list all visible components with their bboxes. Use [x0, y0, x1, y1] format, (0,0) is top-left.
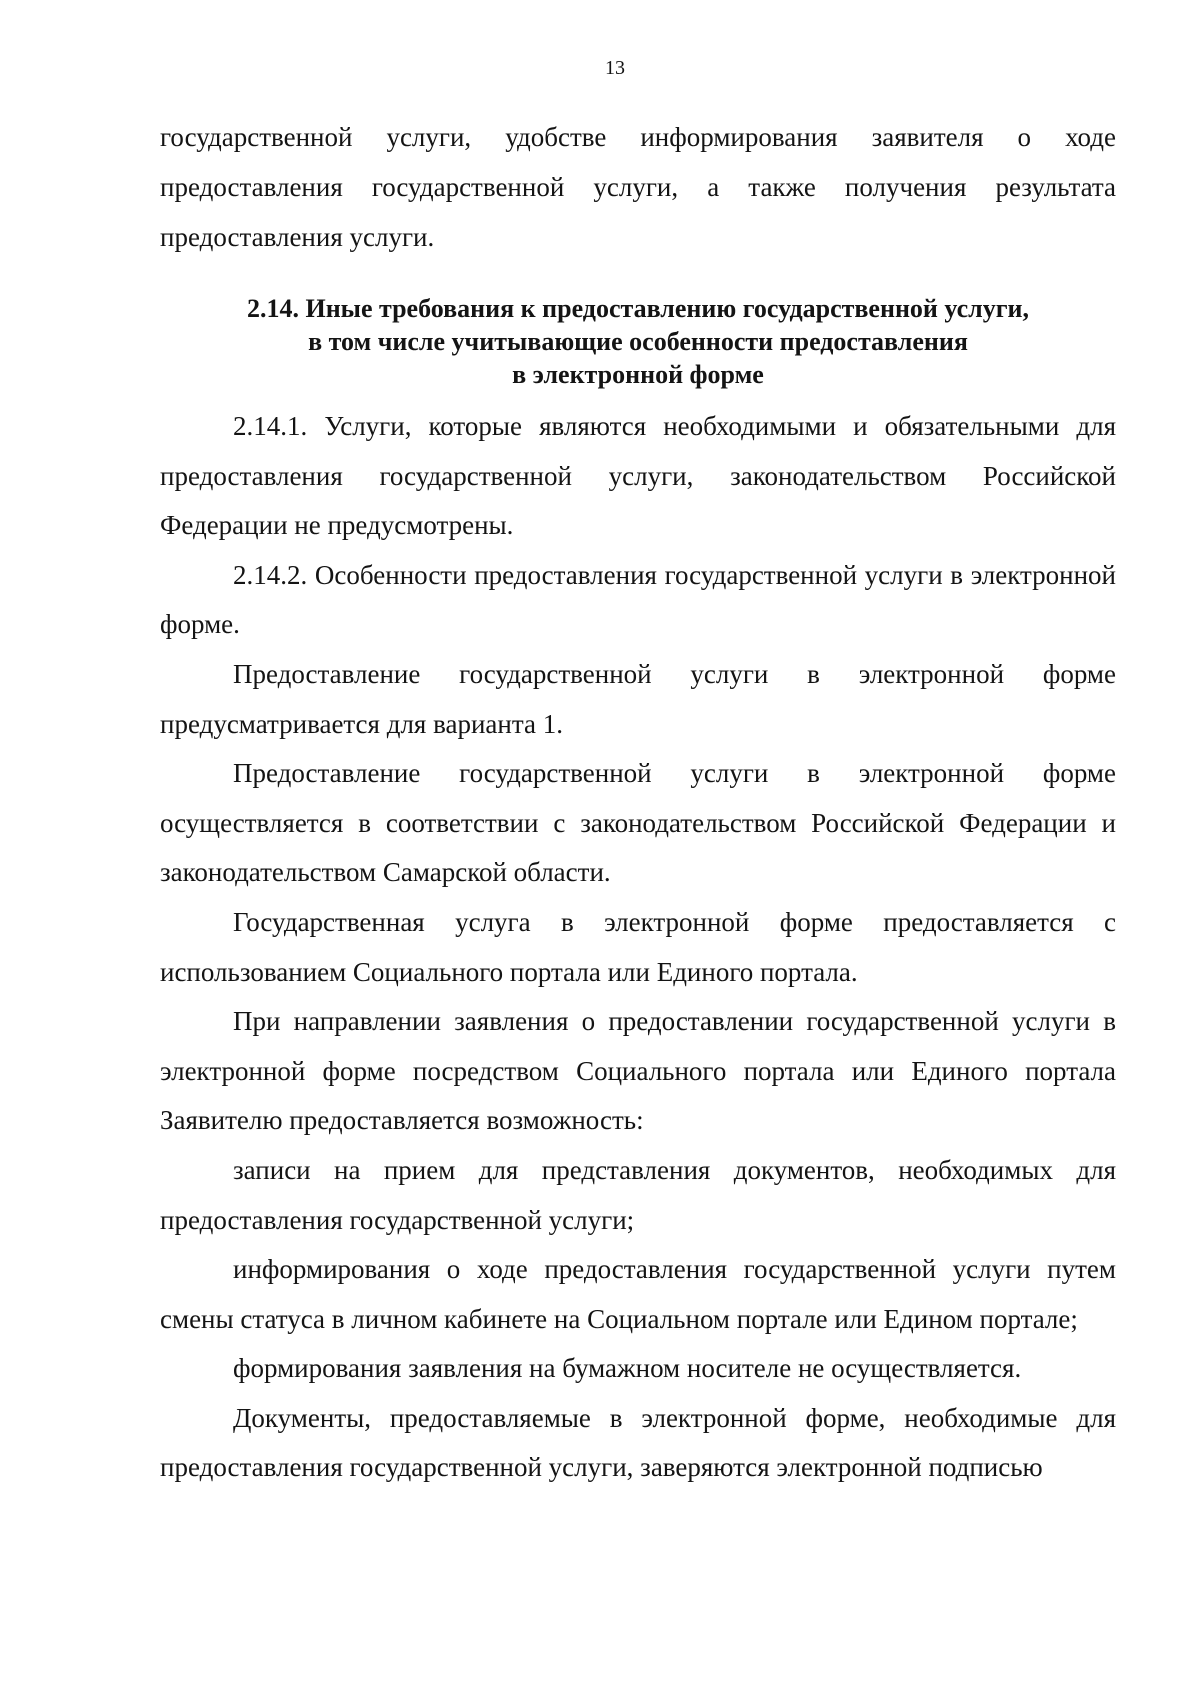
section-heading-line-2: в том числе учитывающие особенности предоставления — [308, 327, 968, 356]
list-item-status: информирования о ходе предоставления государственной услуги путем смены статуса в личном кабинете на Социальном портале или Едином портале; — [160, 1254, 1116, 1334]
section-body — [160, 402, 1116, 1493]
section-heading-line-3: в электронной форме — [512, 360, 764, 389]
paragraph-documents: Документы, предоставляемые в электронной форме, необходимые для предоставления государственной услуги, заверяются электронной подписью — [160, 1402, 1116, 1483]
section-heading-line-1: 2.14. Иные требования к предоставлению государственной услуги, — [246, 294, 1030, 323]
paragraph-application: При направлении заявления о предоставлении государственной услуги в электронной форме посредством Социального портала или Единого портала Заявителю предоставляется возможность: — [160, 1006, 1116, 1136]
paragraph-legislation: Предоставление государственной услуги в электронной форме осуществляется в соответствии с законодательством Российской Федерации и законодательством Самарской области. — [160, 758, 1116, 888]
page-number: 13 — [605, 57, 625, 79]
section-heading — [160, 292, 1116, 391]
paragraph-2-14-1: 2.14.1. Услуги, которые являются необходимыми и обязательными для предоставления государственной услуги, законодательством Российской Федерации не предусмотрены. — [160, 411, 1116, 541]
paragraph-variant: Предоставление государственной услуги в электронной форме предусматривается для варианта 1. — [160, 658, 1116, 739]
list-item-paper: формирования заявления на бумажном носителе не осуществляется. — [233, 1353, 1022, 1384]
paragraph-portal: Государственная услуга в электронной форме предоставляется с использованием Социального портала или Единого портала. — [160, 906, 1116, 987]
intro-paragraph: государственной услуги, удобстве информирования заявителя о ходе предоставления государственной услуги, а также получения результата предоставления услуги. — [160, 122, 1116, 252]
list-item-appointment: записи на прием для представления документов, необходимых для предоставления государственной услуги; — [160, 1154, 1116, 1235]
paragraph-2-14-2: 2.14.2. Особенности предоставления государственной услуги в электронной форме. — [160, 559, 1116, 640]
